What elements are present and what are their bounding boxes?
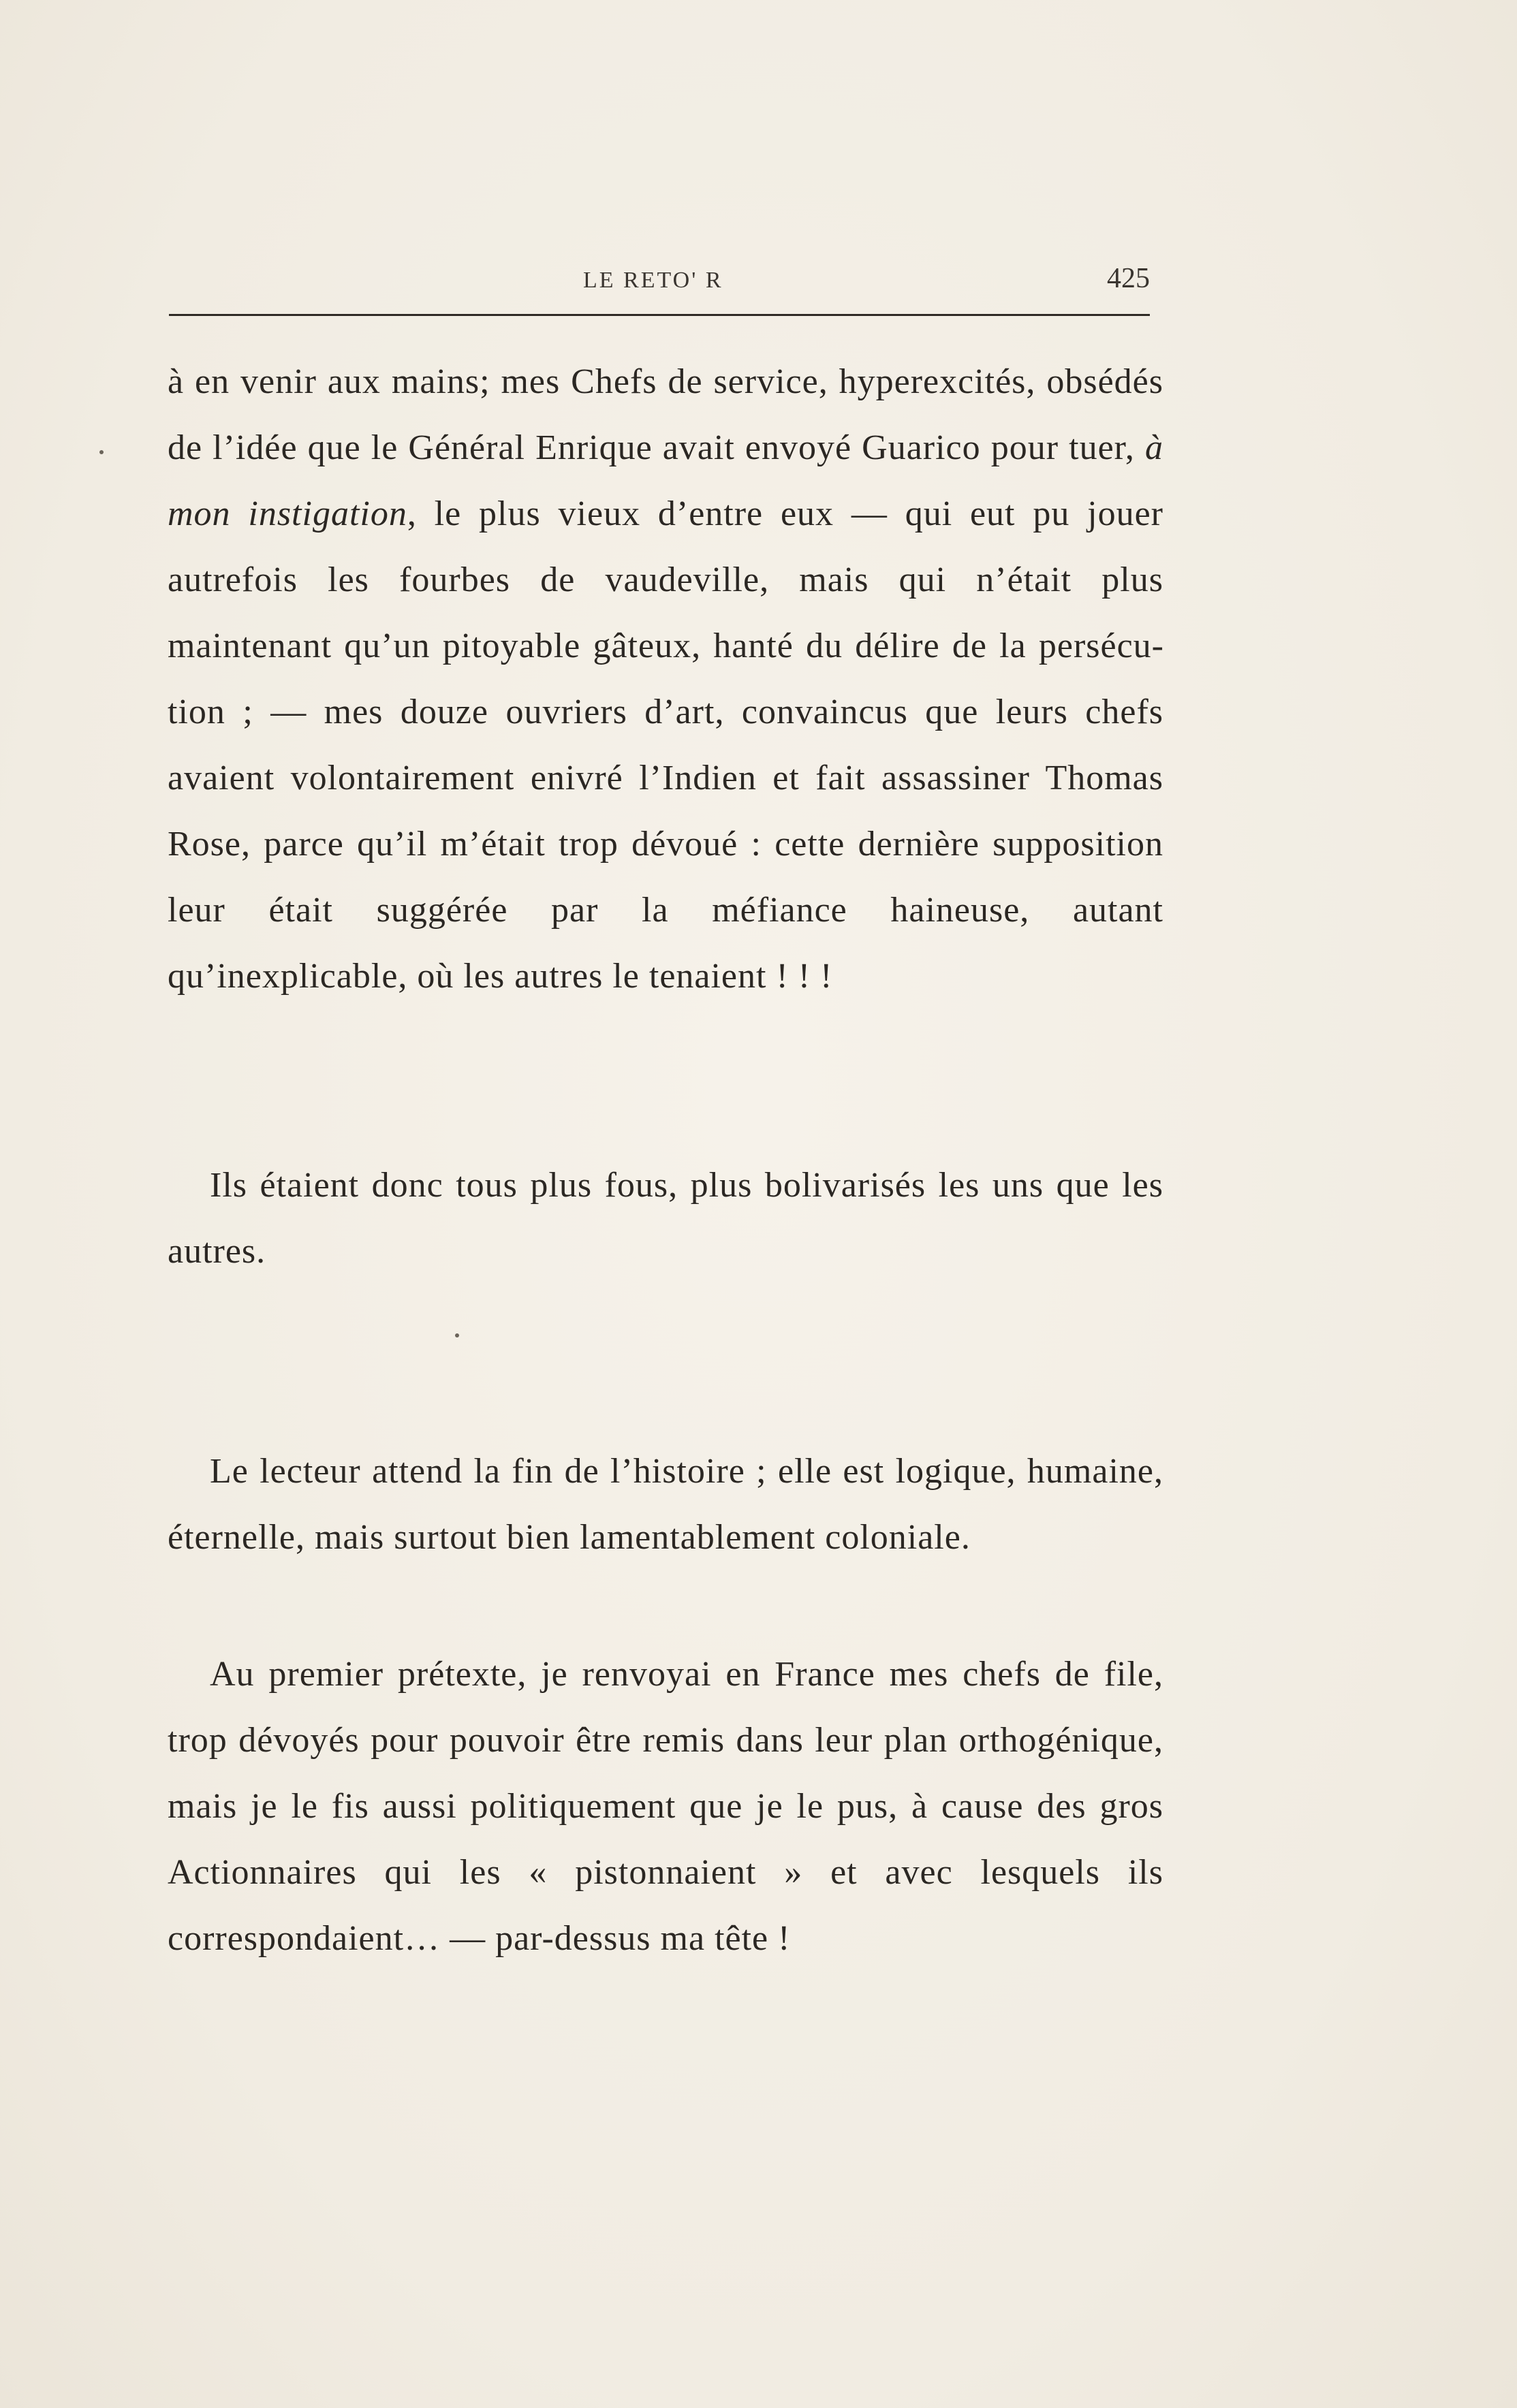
running-title: LE RETO' R [583,268,723,293]
paragraph-2: Ils étaient donc tous plus fous, plus bolivarisés les uns que les autres. [168,1166,1163,1271]
paragraph-1-part-1: à en venir aux mains; mes Chefs de service, hyperexcités, obsédés de l’idée que le Général Enrique avait envoyé Guarico pour tuer, [168,362,1163,467]
print-speck [455,1333,459,1337]
paragraph-2-block [168,1152,1163,1284]
paragraph-1-emphasis: à mon instigation [168,428,1163,533]
header-rule [169,314,1150,316]
paragraph-4-block [168,1641,1163,1971]
paragraph-3-block [168,1438,1163,1570]
page-header [168,262,1150,303]
page-number: 425 [1107,263,1150,294]
paragraph-4: Au premier prétexte, je renvoyai en France mes chefs de file, trop dévoyés pour pouvoir être remis dans leur plan orthogénique, mais je le fis aussi politiquement que je le pus, à cause des gros Actionnaires qui les « pistonnaient » et avec lesquels ils correspondaient… — par-dessus ma tête ! [168,1655,1163,1958]
print-speck [99,450,104,454]
paragraph-continuation [168,349,1163,1009]
paragraph-1 [168,349,1163,1009]
paragraph-3: Le lecteur attend la fin de l’histoire ; elle est logique, humaine, éternelle, mais surtout bien lamentablement coloniale. [168,1452,1163,1557]
paragraph-1-part-2: , le plus vieux d’entre eux — qui eut pu jouer autrefois les fourbes de vaudeville, mais qui n’était plus maintenant qu’un pitoyable gâteux, hanté du délire de la persécution ; — mes douze ouvriers d’art, convaincus que leurs chefs avaient volontairement enivré l’Indien et fait assassiner Thomas Rose, parce qu’il m’était trop dévoué : cette dernière supposition leur était suggérée par la méfiance haineuse, autant qu’inexplicable, où les autres le tenaient ! ! ! [168,494,1163,996]
